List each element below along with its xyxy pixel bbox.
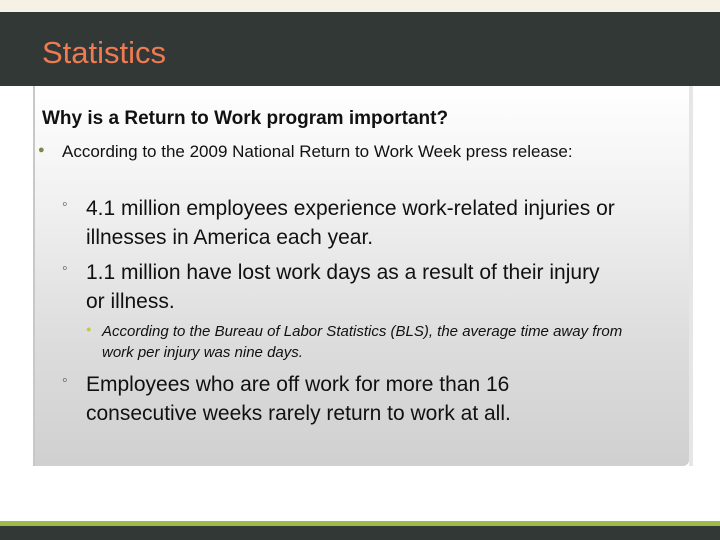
sub-bullet-text: 1.1 million have lost work days as a result of their injury or illness. [86,261,600,313]
sub-sub-bullet-dot-icon: ● [86,324,92,334]
bullet-dot-icon: ● [38,144,45,156]
slide-title: Statistics [42,35,167,70]
slide-heading: Why is a Return to Work program important? [42,108,449,129]
sub-bullet-circle-icon: ◦ [62,372,68,389]
bullet-text: According to the 2009 National Return to Work Week press release: [62,142,573,161]
sub-sub-bullet-text: According to the Bureau of Labor Statistics (BLS), the average time away from work per injury was nine days. [102,323,623,361]
footer-bar [0,526,720,540]
sub-bullet-circle-icon: ◦ [62,196,68,213]
top-strip [0,0,720,12]
sub-bullet-text: Employees who are off work for more than 16 consecutive weeks rarely return to work at all. [86,373,511,425]
sub-bullet-circle-icon: ◦ [62,260,68,277]
sub-bullet-text: 4.1 million employees experience work-related injuries or illnesses in America each year. [86,197,615,249]
